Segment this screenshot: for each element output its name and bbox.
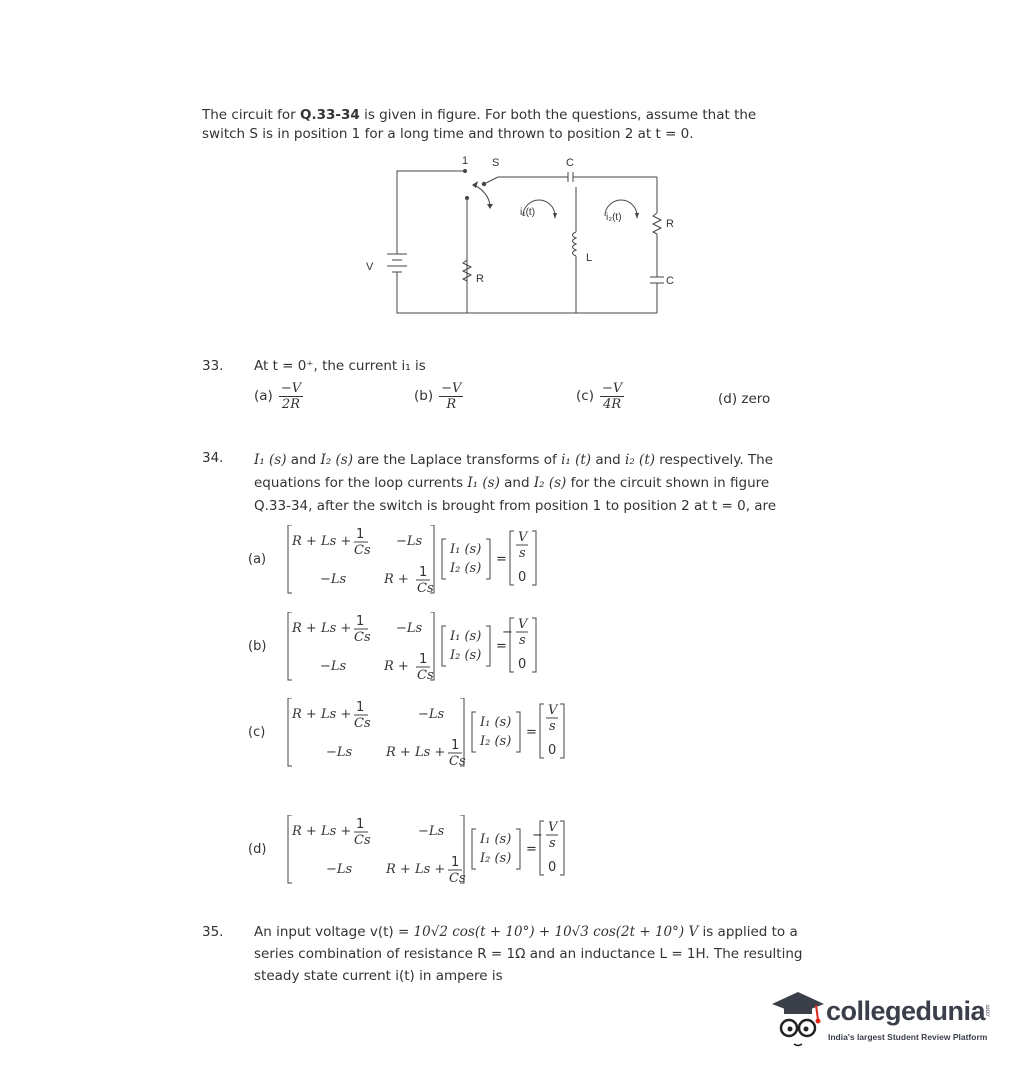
fraction-numerator: 1 bbox=[451, 738, 460, 753]
fraction-denominator: 2R bbox=[281, 397, 300, 412]
option-label: (b) bbox=[248, 639, 267, 654]
vector-entry-1: I₁ (s) bbox=[480, 832, 512, 847]
negative-sign: − bbox=[502, 625, 513, 640]
vector-entry-2: I₂ (s) bbox=[480, 734, 512, 749]
rhs-denominator: s bbox=[519, 633, 526, 648]
fraction-numerator: 1 bbox=[356, 700, 365, 715]
matrix-entry-21: −Ls bbox=[326, 862, 353, 877]
rhs-numerator: V bbox=[548, 820, 558, 835]
option-label: (c) bbox=[576, 388, 594, 404]
q35-stem bbox=[254, 921, 852, 987]
vector-entry-2: I₂ (s) bbox=[450, 561, 482, 576]
rhs-entry-2: 0 bbox=[548, 860, 557, 875]
intro-text: is given in figure. For both the questions, assume that the bbox=[359, 107, 757, 123]
vector-entry-2: I₂ (s) bbox=[480, 851, 512, 866]
matrix-entry-22: R + Ls + bbox=[386, 745, 446, 760]
matrix-entry-22: R + bbox=[384, 659, 409, 674]
q34-option-a[interactable] bbox=[248, 525, 594, 596]
option-label: (c) bbox=[248, 725, 266, 740]
option-label: (a) bbox=[248, 552, 267, 567]
q34-option-d[interactable] bbox=[248, 815, 594, 886]
fraction-denominator: Cs bbox=[449, 754, 466, 769]
stem-text: and bbox=[499, 475, 534, 491]
stem-text: and bbox=[591, 452, 626, 468]
intro-paragraph bbox=[202, 106, 862, 144]
intro-text: switch S is in position 1 for a long time and thrown to position 2 at t = 0. bbox=[202, 126, 694, 142]
q33-option-a[interactable] bbox=[254, 381, 303, 412]
fraction-denominator: R bbox=[446, 397, 457, 412]
matrix-entry-12: −Ls bbox=[418, 824, 445, 839]
matrix-entry-12: −Ls bbox=[396, 534, 423, 549]
fraction-denominator: Cs bbox=[417, 668, 434, 683]
matrix-entry-22: R + Ls + bbox=[386, 862, 446, 877]
q34-option-b[interactable] bbox=[248, 612, 594, 683]
fraction-numerator: 1 bbox=[419, 565, 428, 580]
rhs-denominator: s bbox=[549, 836, 556, 851]
math-inline: i₁ (t) bbox=[561, 452, 592, 468]
matrix-entry-11: R + Ls + bbox=[292, 707, 352, 722]
source-label: V bbox=[366, 261, 374, 273]
rhs-numerator: V bbox=[548, 703, 558, 718]
q33-option-b[interactable] bbox=[414, 381, 463, 412]
capacitor-right-label: C bbox=[666, 275, 674, 287]
q34-stem bbox=[254, 449, 852, 518]
option-text: zero bbox=[741, 391, 771, 407]
fraction-denominator: Cs bbox=[354, 543, 371, 558]
rhs-entry-2: 0 bbox=[548, 743, 557, 758]
fraction-numerator: 1 bbox=[451, 855, 460, 870]
question-stem: At t = 0⁺, the current i₁ is bbox=[254, 358, 426, 374]
matrix-entry-21: −Ls bbox=[320, 659, 347, 674]
vector-entry-1: I₁ (s) bbox=[480, 715, 512, 730]
fraction-numerator: 1 bbox=[356, 614, 365, 629]
mascot-icon bbox=[768, 990, 826, 1052]
brand-suffix: .com bbox=[985, 1004, 992, 1018]
rhs-entry-2: 0 bbox=[518, 657, 527, 672]
stem-text: respectively. The bbox=[655, 452, 774, 468]
intro-text: The circuit for bbox=[202, 107, 300, 123]
brand-name: collegedunia bbox=[826, 996, 986, 1026]
circuit-diagram bbox=[360, 150, 700, 320]
circuit-svg bbox=[360, 150, 700, 320]
fraction-denominator: 4R bbox=[603, 397, 622, 412]
question-number: 35. bbox=[202, 924, 224, 940]
fraction-numerator: −V bbox=[280, 381, 302, 396]
option-label: (d) bbox=[718, 391, 738, 407]
stem-text: Q.33-34, after the switch is brought from position 1 to position 2 at t = 0, are bbox=[254, 498, 777, 514]
fraction-numerator: −V bbox=[441, 381, 462, 396]
stem-text: for the circuit shown in figure bbox=[566, 475, 770, 491]
switch-position-1-label: 1 bbox=[462, 155, 469, 167]
loop-current-1-label: i₁(t) bbox=[520, 207, 536, 218]
brand-logo bbox=[768, 990, 998, 1060]
rhs-numerator: V bbox=[518, 617, 528, 632]
rhs-entry-2: 0 bbox=[518, 570, 527, 585]
fraction-numerator: 1 bbox=[356, 527, 365, 542]
math-inline: I₂ (s) bbox=[320, 452, 353, 468]
matrix-entry-12: −Ls bbox=[418, 707, 445, 722]
matrix-entry-11: R + Ls + bbox=[292, 824, 352, 839]
fraction-numerator: 1 bbox=[419, 652, 428, 667]
equals-sign: = bbox=[496, 639, 507, 654]
matrix-entry-21: −Ls bbox=[326, 745, 353, 760]
resistor-right-label: R bbox=[666, 218, 674, 230]
fraction-denominator: Cs bbox=[354, 716, 371, 731]
rhs-denominator: s bbox=[519, 546, 526, 561]
stem-text: An input voltage v(t) = bbox=[254, 924, 414, 940]
stem-text: steady state current i(t) in ampere is bbox=[254, 968, 503, 984]
stem-text: are the Laplace transforms of bbox=[352, 452, 562, 468]
fraction-denominator: Cs bbox=[354, 833, 371, 848]
matrix-entry-21: −Ls bbox=[320, 572, 347, 587]
option-label: (d) bbox=[248, 842, 267, 857]
rhs-denominator: s bbox=[549, 719, 556, 734]
stem-text: equations for the loop currents bbox=[254, 475, 468, 491]
stem-text: and bbox=[286, 452, 321, 468]
equals-sign: = bbox=[496, 552, 507, 567]
math-inline: I₁ (s) bbox=[467, 475, 500, 491]
resistor-middle-label: R bbox=[476, 273, 484, 285]
fraction-numerator: −V bbox=[601, 381, 623, 396]
question-number: 34. bbox=[202, 450, 224, 466]
math-inline: I₁ (s) bbox=[254, 452, 287, 468]
capacitor-label: C bbox=[566, 157, 574, 169]
matrix-entry-11: R + Ls + bbox=[292, 534, 352, 549]
brand-tagline: India's largest Student Review Platform bbox=[828, 1032, 988, 1042]
equals-sign: = bbox=[526, 725, 537, 740]
inductor-label: L bbox=[586, 252, 593, 264]
fraction-denominator: Cs bbox=[354, 630, 371, 645]
q33-option-d[interactable] bbox=[718, 390, 770, 409]
loop-current-2-label: i₂(t) bbox=[606, 212, 622, 223]
equals-sign: = bbox=[526, 842, 537, 857]
stem-text: is applied to a bbox=[698, 924, 798, 940]
stem-text: series combination of resistance R = 1Ω and an inductance L = 1H. The resulting bbox=[254, 946, 803, 962]
negative-sign: − bbox=[532, 828, 543, 843]
vector-entry-2: I₂ (s) bbox=[450, 648, 482, 663]
option-label: (a) bbox=[254, 388, 273, 404]
vector-entry-1: I₁ (s) bbox=[450, 629, 482, 644]
question-ref: Q.33-34 bbox=[300, 107, 360, 123]
vector-entry-1: I₁ (s) bbox=[450, 542, 482, 557]
math-inline: 10√2 cos(t + 10°) + 10√3 cos(2t + 10°) V bbox=[413, 924, 699, 940]
option-label: (b) bbox=[414, 388, 434, 404]
q34-option-c[interactable] bbox=[248, 698, 594, 769]
fraction-denominator: Cs bbox=[449, 871, 466, 886]
fraction-numerator: 1 bbox=[356, 817, 365, 832]
fraction-denominator: Cs bbox=[417, 581, 434, 596]
matrix-entry-11: R + Ls + bbox=[292, 621, 352, 636]
math-inline: i₂ (t) bbox=[625, 452, 656, 468]
question-number: 33. bbox=[202, 358, 224, 374]
matrix-entry-22: R + bbox=[384, 572, 409, 587]
q33-option-c[interactable] bbox=[576, 381, 624, 412]
matrix-entry-12: −Ls bbox=[396, 621, 423, 636]
switch-label: S bbox=[492, 157, 500, 169]
math-inline: I₂ (s) bbox=[533, 475, 567, 491]
rhs-numerator: V bbox=[518, 530, 528, 545]
